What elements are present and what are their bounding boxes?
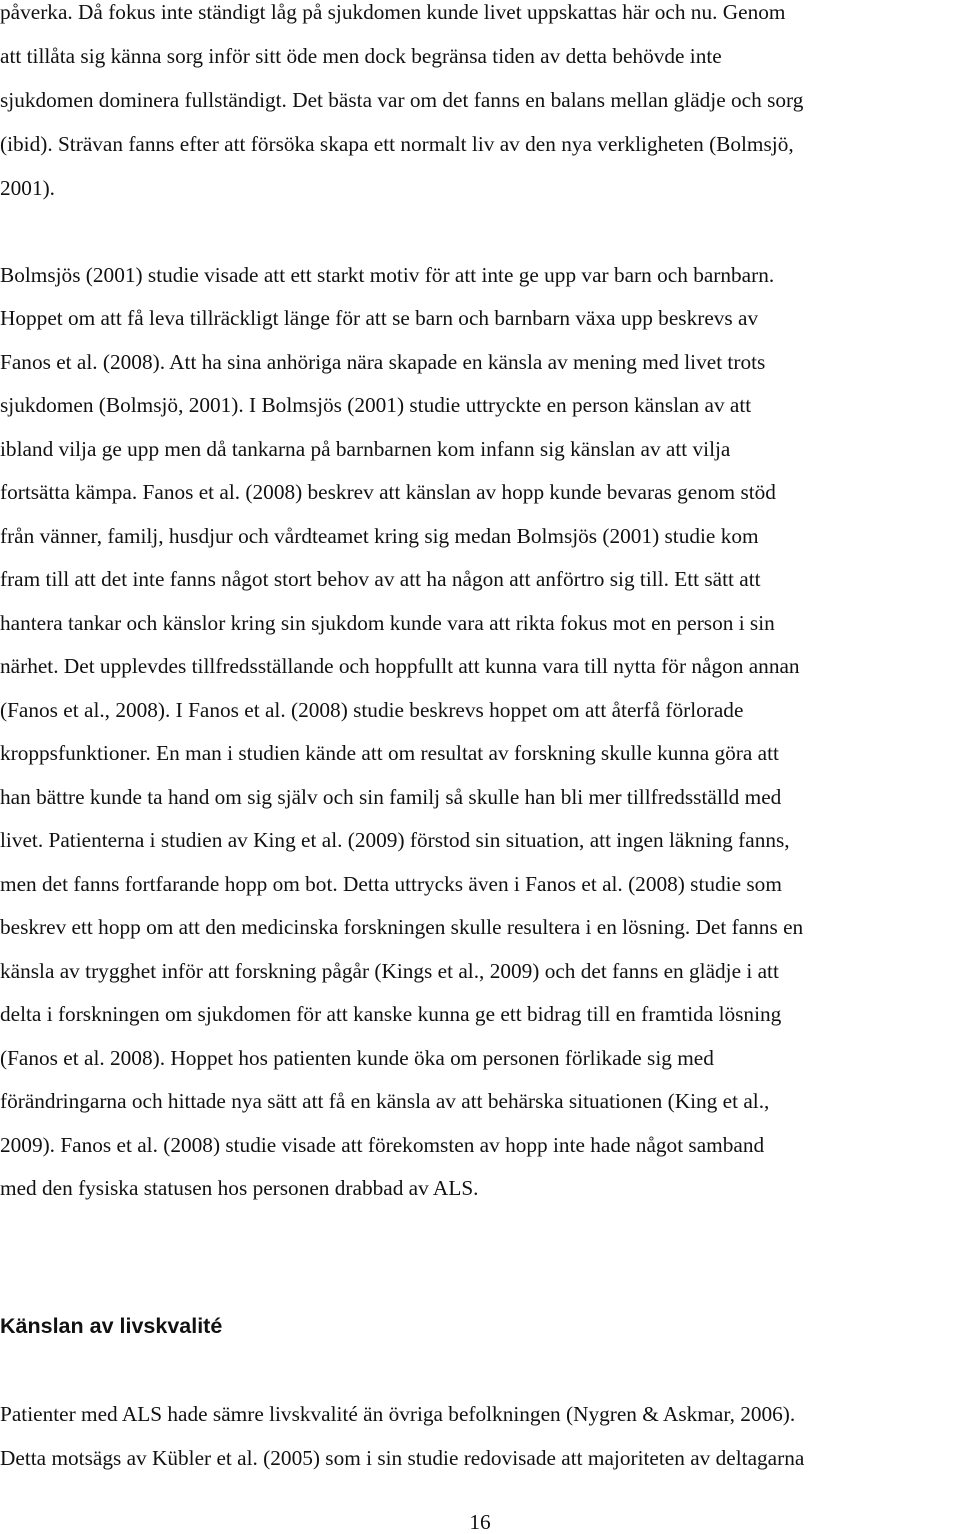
text-line: Patienter med ALS hade sämre livskvalité än övriga befolkningen (Nygren & Askmar, 2006). xyxy=(0,1402,796,1426)
text-line: förändringarna och hittade nya sätt att få en känsla av att behärska situationen (King et al., xyxy=(0,1089,770,1113)
text-line: (Fanos et al. 2008). Hoppet hos patienten kunde öka om personen förlikade sig med xyxy=(0,1046,714,1070)
text-line: Fanos et al. (2008). Att ha sina anhöriga nära skapade en känsla av mening med livet trots xyxy=(0,350,766,374)
text-line: men det fanns fortfarande hopp om bot. Detta uttrycks även i Fanos et al. (2008) studie som xyxy=(0,872,782,896)
text-line: Detta motsägs av Kübler et al. (2005) som i sin studie redovisade att majoriteten av deltagarna xyxy=(0,1446,805,1470)
text-line: påverka. Då fokus inte ständigt låg på sjukdomen kunde livet uppskattas här och nu. Genom xyxy=(0,0,786,24)
text-line: 2001). xyxy=(0,176,56,200)
text-line: hantera tankar och känslor kring sin sjukdom kunde vara att rikta fokus mot en person i sin xyxy=(0,611,775,635)
text-line: fortsätta kämpa. Fanos et al. (2008) beskrev att känslan av hopp kunde bevaras genom stöd xyxy=(0,480,776,504)
text-line: (ibid). Strävan fanns efter att försöka skapa ett normalt liv av den nya verkligheten (Bolmsjö, xyxy=(0,132,794,156)
text-line: att tillåta sig känna sorg inför sitt öde men dock begränsa tiden av detta behövde inte xyxy=(0,44,722,68)
text-line: fram till att det inte fanns något stort behov av att ha någon att anförtro sig till. Ett sätt att xyxy=(0,567,761,591)
text-line: känsla av trygghet inför att forskning pågår (Kings et al., 2009) och det fanns en glädje i att xyxy=(0,959,779,983)
text-line: 2009). Fanos et al. (2008) studie visade att förekomsten av hopp inte hade något samband xyxy=(0,1133,765,1157)
text-line: med den fysiska statusen hos personen drabbad av ALS. xyxy=(0,1176,479,1200)
text-line: Bolmsjös (2001) studie visade att ett starkt motiv för att inte ge upp var barn och barnbarn. xyxy=(0,263,775,287)
text-line: Hoppet om att få leva tillräckligt länge för att se barn och barnbarn växa upp beskrevs av xyxy=(0,306,759,330)
section-heading: Känslan av livskvalité xyxy=(0,1314,223,1338)
text-line: (Fanos et al., 2008). I Fanos et al. (2008) studie beskrevs hoppet om att återfå förlorade xyxy=(0,698,744,722)
text-line: delta i forskningen om sjukdomen för att kanske kunna ge ett bidrag till en framtida lösning xyxy=(0,1002,782,1026)
text-line: sjukdomen (Bolmsjö, 2001). I Bolmsjös (2001) studie uttryckte en person känslan av att xyxy=(0,393,752,417)
text-line: närhet. Det upplevdes tillfredsställande och hoppfullt att kunna vara till nytta för någon annan xyxy=(0,654,800,678)
text-line: sjukdomen dominera fullständigt. Det bästa var om det fanns en balans mellan glädje och sorg xyxy=(0,88,804,112)
text-line: han bättre kunde ta hand om sig själv och sin familj så skulle han bli mer tillfredsställd med xyxy=(0,785,782,809)
text-line: från vänner, familj, husdjur och vårdteamet kring sig medan Bolmsjös (2001) studie kom xyxy=(0,524,759,548)
text-line: livet. Patienterna i studien av King et al. (2009) förstod sin situation, att ingen läkning fanns, xyxy=(0,828,790,852)
text-line: ibland vilja ge upp men då tankarna på barnbarnen kom infann sig känslan av att vilja xyxy=(0,437,731,461)
text-line: beskrev ett hopp om att den medicinska forskningen skulle resultera i en lösning. Det fanns en xyxy=(0,915,804,939)
text-line: kroppsfunktioner. En man i studien kände att om resultat av forskning skulle kunna göra att xyxy=(0,741,779,765)
page-number: 16 xyxy=(469,1510,491,1534)
